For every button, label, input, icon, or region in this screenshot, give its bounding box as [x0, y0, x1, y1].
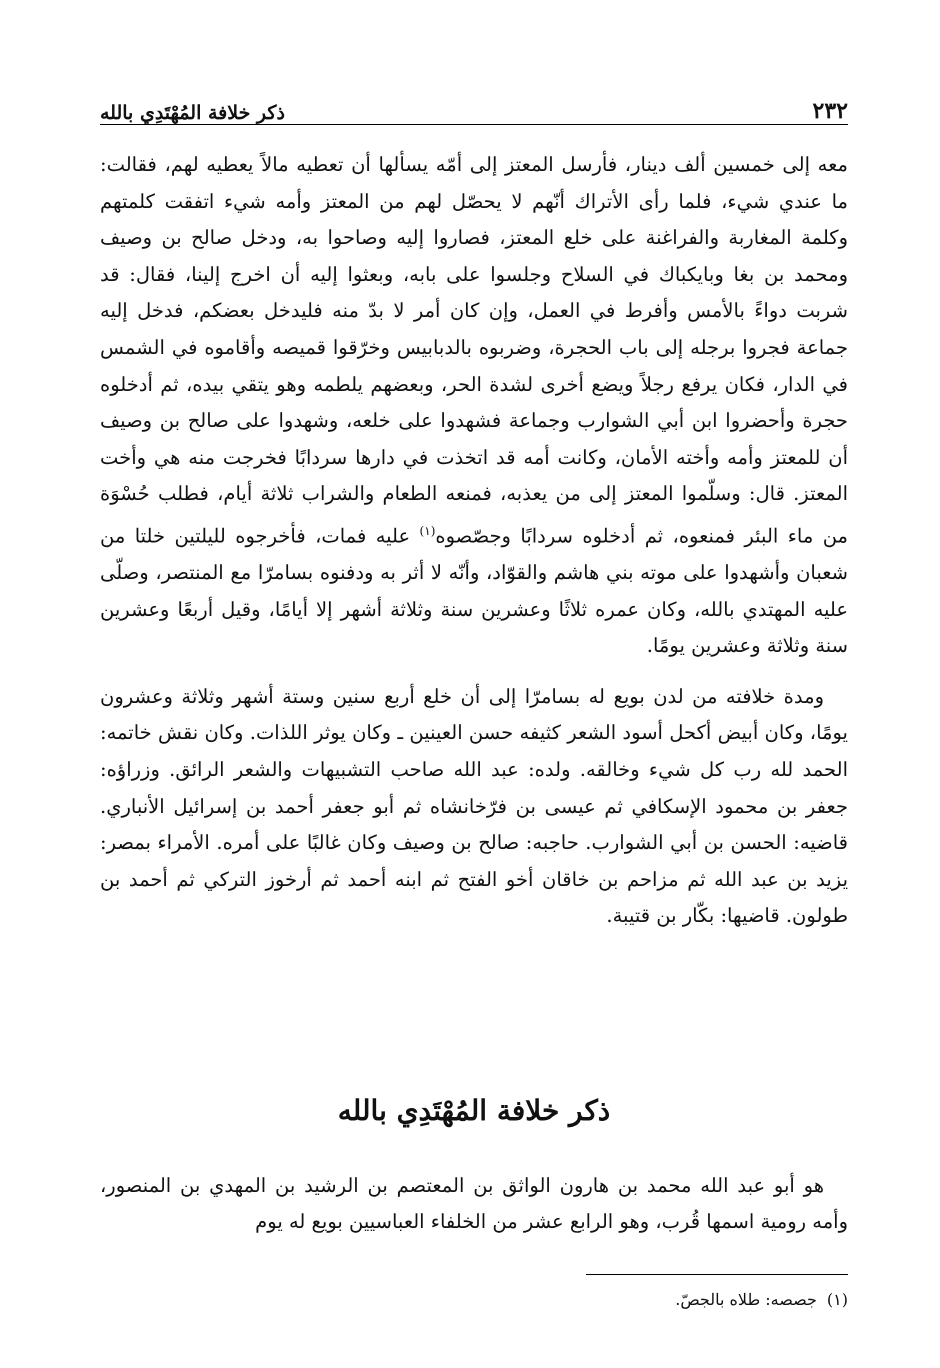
section-heading: ذكر خلافة المُهْتَدِي بالله: [337, 1094, 611, 1127]
section-paragraph: هو أبو عبد الله محمد بن هارون الواثق بن المعتصم بن الرشيد بن المهدي بن المنصور، وأمه رومية اسمها قُرب، وهو الرابع عشر من الخلفاء العباسيين بويع له يوم: [100, 1174, 848, 1233]
footnote-reference[interactable]: (١): [419, 523, 436, 538]
footnote-number: (١): [826, 1290, 848, 1309]
running-title: ذكر خلافة المُهْتَدِي بالله: [100, 102, 285, 124]
paragraph-2: ومدة خلافته من لدن بويع له بسامرّا إلى أن خلع أربع سنين وستة أشهر وثلاثة وعشرون يومًا، وكان أبيض أكحل أسود الشعر كثيفه حسن العينين ـ وكان يوثر اللذات. وكان نقش خاتمه: الحمد لله رب كل شيء وخالقه. ولده: عبد الله صاحب التشبيهات والشعر الرائق. وزراؤه: جعفر بن محمود الإسكافي ثم عيسى بن فرّخانشاه ثم أبو جعفر أحمد بن إسرائيل الأنباري. قاضيه: الحسن بن أبي الشوارب. حاجبه: صالح بن وصيف وكان غالبًا على أمره. الأمراء بمصر: يزيد بن عبد الله ثم مزاحم بن خاقان أخو الفتح ثم ابنه أحمد ثم أرخوز التركي ثم أحمد بن طولون. قاضيها: بكّار بن قتيبة.: [100, 684, 848, 928]
footnote-rule: [586, 1274, 848, 1275]
header-rule: [100, 124, 848, 125]
paragraph-1-text: معه إلى خمسين ألف دينار، فأرسل المعتز إلى أمّه يسألها أن تعطيه مالاً يعطيه لهم، فقالت: ما عندي شيء، فلما رأى الأتراك أنّهم لا يحصّل لهم من المعتز وأمه شيء اتفقت كلمتهم وكلمة المغاربة والفراغنة على خلع المعتز، فصاروا إليه وصاحوا به، ودخل صالح بن وصيف ومحمد بن بغا وبايكباك في السلاح وجلسوا على بابه، وبعثوا إليه أن اخرج إلينا، فقال: قد شربت دواءً بالأمس وأفرط في العمل، وإن كان أمر لا بدّ منه فليدخل بعضكم، فدخل إليه جماعة فجروا برجله إلى باب الحجرة، وضربوه بالدبابيس وخرّقوا قميصه وأقاموه في الشمس في الدار، فكان يرفع رجلاً ويضع أخرى لشدة الحر، وبعضهم يلطمه وهو يتقي بيده، ثم أدخلوه حجرة وأحضروا ابن أبي الشوارب وجماعة فشهدوا على خلعه، وشهدوا على صالح بن وصيف أن للمعتز وأمه وأخته الأمان، وكانت أمه قد اتخذت في دارها سردابًا فخرجت منه هي وأخت المعتز. قال: وسلّموا المعتز إلى من يعذبه، فمنعه الطعام والشراب ثلاثة أيام، فطلب حُسْوَة من ماء البئر فمنعوه، ثم أدخلوه سردابًا وجصّصوه: [100, 153, 848, 548]
running-header: [100, 90, 848, 124]
paragraph-1-text-continued: عليه فمات، فأخرجوه لليلتين خلتا من شعبان وأشهدوا على موته بني هاشم والقوّاد، وأنّه لا أثر به ودفنوه بسامرّا مع المنتصر، وصلّى عليه المهتدي بالله، وكان عمره ثلاثًا وعشرين سنة وثلاثة أشهر إلا أيامًا، وقيل أربعًا وعشرين سنة وثلاثة وعشرين يومًا.: [100, 524, 848, 658]
footnote-text: جصصه: طلاه بالجصّ.: [675, 1290, 817, 1309]
paragraph-1: [100, 147, 848, 665]
main-text: [100, 147, 848, 935]
footnote: [500, 1290, 848, 1309]
page-number: ٢٣٢: [812, 98, 848, 124]
